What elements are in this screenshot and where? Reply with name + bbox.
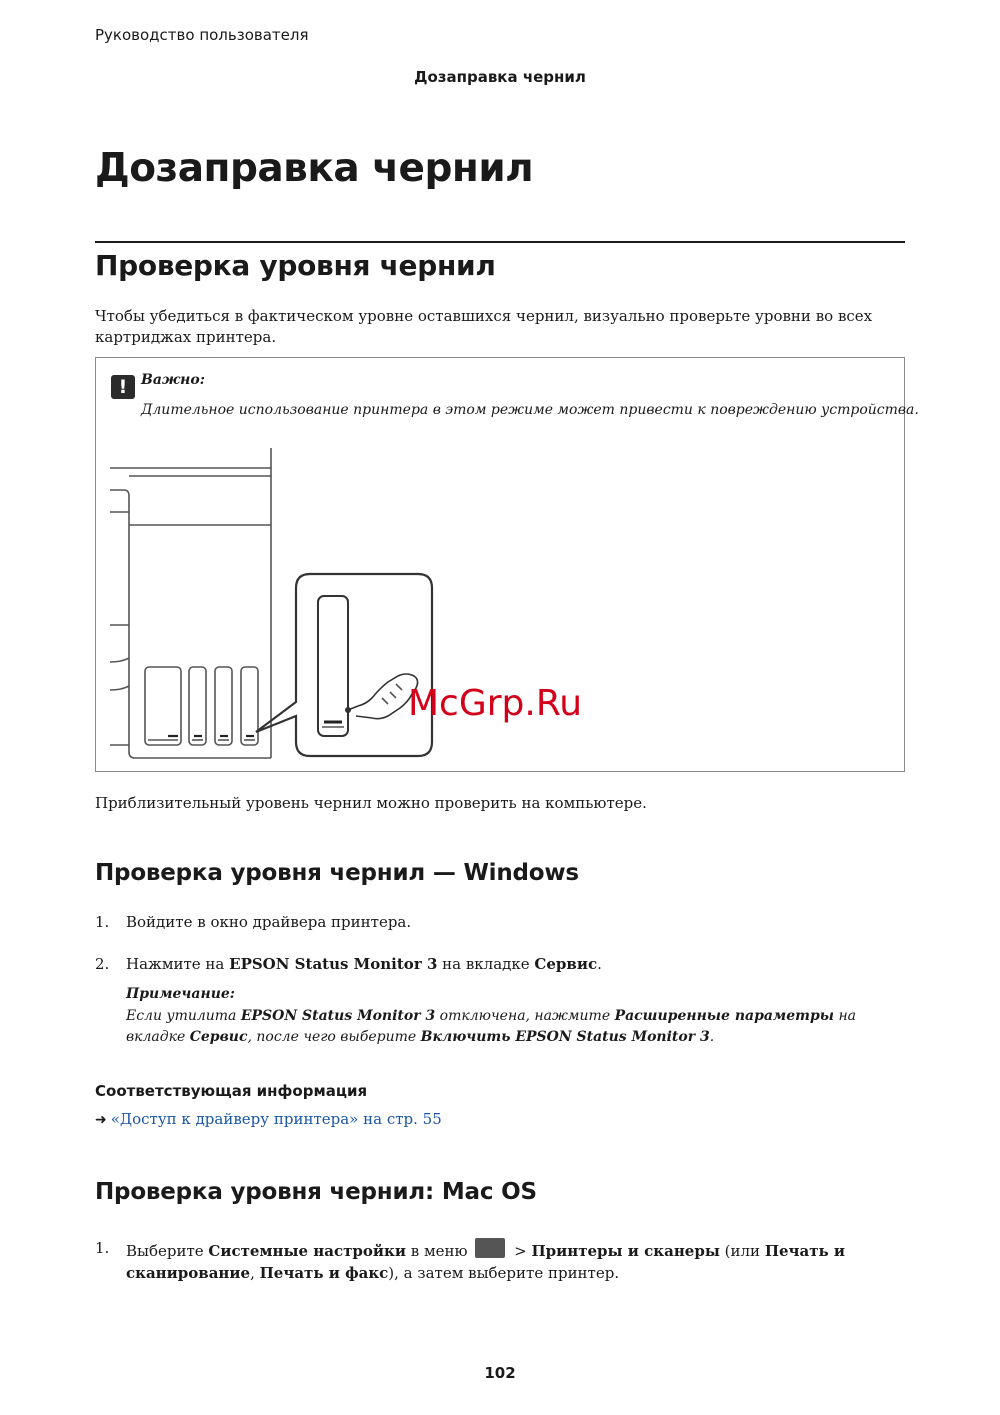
section-running-title: Дозаправка чернил	[414, 68, 586, 86]
step-number: 1.	[95, 1239, 110, 1257]
mac-heading: Проверка уровня чернил: Mac OS	[95, 1179, 537, 1205]
apple-menu-icon	[475, 1238, 505, 1258]
windows-step-2: Нажмите на EPSON Status Monitor 3 на вкладке Сервис.	[126, 955, 602, 973]
windows-heading: Проверка уровня чернил — Windows	[95, 860, 579, 886]
step-number: 1.	[95, 913, 110, 931]
related-link-row	[95, 1110, 442, 1128]
step-number: 2.	[95, 955, 110, 973]
windows-step-1: Войдите в окно драйвера принтера.	[126, 913, 412, 931]
important-text: Длительное использование принтера в этом режиме может привести к повреждению устройства.	[141, 402, 919, 418]
intro-paragraph: Чтобы убедиться в фактическом уровне оставшихся чернил, визуально проверьте уровни во всех картриджах принтера.	[95, 307, 873, 346]
driver-access-link[interactable]: «Доступ к драйверу принтера» на стр. 55	[110, 1110, 442, 1128]
section-heading: Проверка уровня чернил	[95, 249, 496, 282]
note-text: Если утилита EPSON Status Monitor 3 отключена, нажмите Расширенные параметры на вкладке Сервис, после чего выберите Включить EPSON Status Monitor 3.	[126, 1008, 857, 1045]
mac-step-1: Выберите Системные настройки в меню > Принтеры и сканеры (или Печать и сканирование, Печать и факс), а затем выберите принтер.	[126, 1238, 896, 1284]
note-title: Примечание:	[126, 986, 235, 1002]
page-number: 102	[484, 1364, 516, 1382]
important-label: Важно:	[141, 372, 205, 388]
watermark: McGrp.Ru	[408, 683, 583, 724]
arrow-right-icon: ➜	[95, 1112, 107, 1128]
running-head: Руководство пользователя	[95, 26, 309, 44]
computer-check-paragraph: Приблизительный уровень чернил можно проверить на компьютере.	[95, 794, 647, 812]
exclamation-icon: !	[111, 375, 135, 399]
page-title: Дозаправка чернил	[95, 146, 534, 191]
heading-rule	[95, 241, 905, 243]
related-info-title: Соответствующая информация	[95, 1082, 368, 1100]
